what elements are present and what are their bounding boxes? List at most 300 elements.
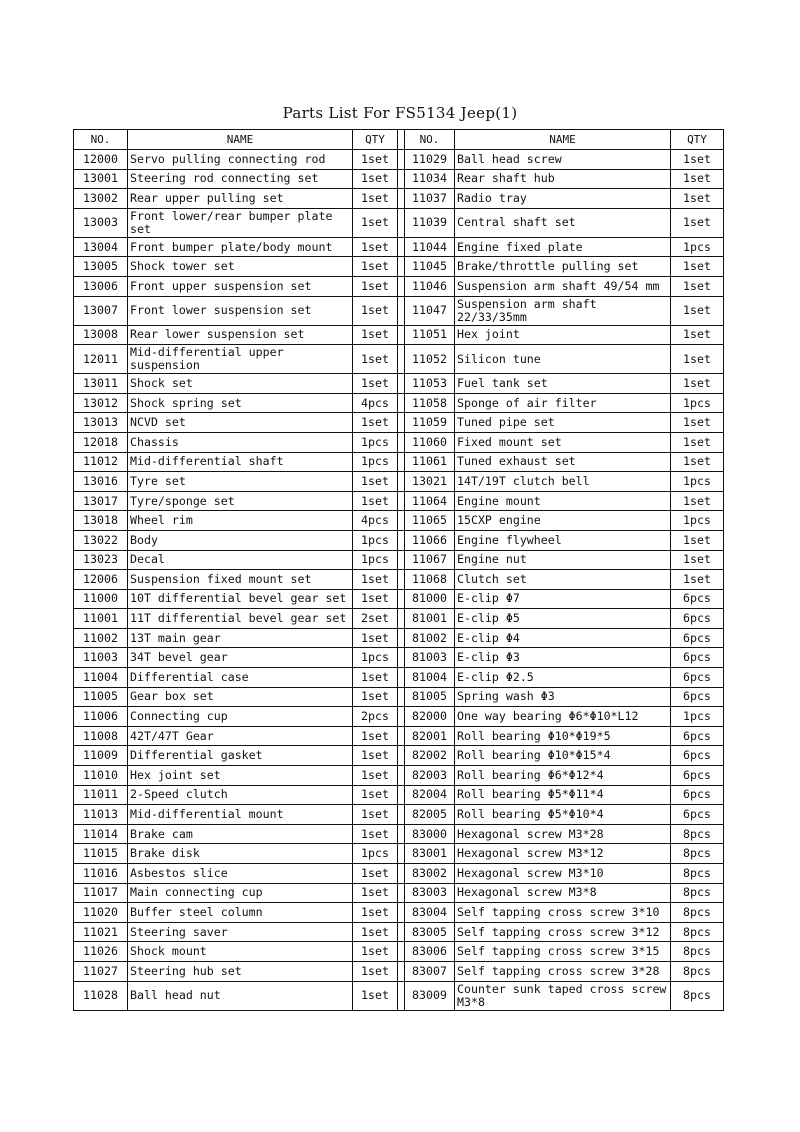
table-row (74, 746, 724, 766)
table-row (74, 452, 724, 472)
part-name-left: 10T differential bevel gear set (128, 589, 353, 609)
part-name-left: Brake cam (128, 824, 353, 844)
part-name-right: Self tapping cross screw 3*28 (455, 961, 671, 981)
part-name-left: Shock tower set (128, 257, 353, 277)
part-qty-right: 8pcs (671, 883, 724, 903)
column-gap (398, 491, 405, 511)
part-number-right: 83004 (405, 903, 455, 923)
part-qty-left: 1set (353, 472, 398, 492)
column-gap (398, 550, 405, 570)
part-number-right: 82000 (405, 707, 455, 727)
part-name-right: Engine nut (455, 550, 671, 570)
column-gap (398, 169, 405, 189)
part-name-left: Front upper suspension set (128, 276, 353, 296)
part-qty-left: 1set (353, 766, 398, 786)
part-name-right: Roll bearing Φ5*Φ10*4 (455, 805, 671, 825)
table-row (74, 726, 724, 746)
part-qty-right: 1set (671, 345, 724, 374)
part-name-right: Engine fixed plate (455, 237, 671, 257)
part-number-right: 82001 (405, 726, 455, 746)
part-name-left: Asbestos slice (128, 864, 353, 884)
part-number-left: 11021 (74, 922, 128, 942)
part-number-left: 11004 (74, 668, 128, 688)
column-gap (398, 648, 405, 668)
table-row (74, 961, 724, 981)
column-gap (398, 766, 405, 786)
part-qty-right: 6pcs (671, 668, 724, 688)
table-row (74, 550, 724, 570)
part-name-right: Self tapping cross screw 3*10 (455, 903, 671, 923)
part-qty-left: 1pcs (353, 530, 398, 550)
part-name-right: Roll bearing Φ6*Φ12*4 (455, 766, 671, 786)
column-gap (398, 296, 405, 325)
part-qty-left: 1set (353, 628, 398, 648)
table-row (74, 785, 724, 805)
part-number-left: 13012 (74, 393, 128, 413)
part-name-left: Suspension fixed mount set (128, 570, 353, 590)
part-number-left: 11011 (74, 785, 128, 805)
part-qty-right: 1set (671, 452, 724, 472)
part-number-right: 11061 (405, 452, 455, 472)
part-number-right: 83009 (405, 981, 455, 1010)
part-name-left: Steering rod connecting set (128, 169, 353, 189)
part-qty-left: 1pcs (353, 844, 398, 864)
table-row (74, 169, 724, 189)
part-name-right: Brake/throttle pulling set (455, 257, 671, 277)
part-name-right: E-clip Φ3 (455, 648, 671, 668)
table-row (74, 257, 724, 277)
column-gap (398, 150, 405, 170)
column-gap (398, 961, 405, 981)
part-qty-right: 1set (671, 530, 724, 550)
part-qty-left: 1set (353, 922, 398, 942)
part-qty-left: 1set (353, 726, 398, 746)
part-qty-right: 6pcs (671, 805, 724, 825)
header-name-left: NAME (128, 130, 353, 150)
table-row (74, 864, 724, 884)
column-gap (398, 726, 405, 746)
table-row (74, 345, 724, 374)
part-number-right: 11044 (405, 237, 455, 257)
part-number-left: 11016 (74, 864, 128, 884)
column-gap (398, 189, 405, 209)
part-name-left: Mid-differential upper suspension (128, 345, 353, 374)
part-qty-left: 1set (353, 589, 398, 609)
part-name-right: Fuel tank set (455, 374, 671, 394)
part-qty-right: 1pcs (671, 237, 724, 257)
part-qty-left: 1set (353, 276, 398, 296)
column-gap (398, 824, 405, 844)
part-qty-right: 1pcs (671, 472, 724, 492)
part-name-left: Connecting cup (128, 707, 353, 727)
table-row (74, 511, 724, 531)
part-name-right: Clutch set (455, 570, 671, 590)
part-name-right: Roll bearing Φ5*Φ11*4 (455, 785, 671, 805)
part-qty-left: 1set (353, 237, 398, 257)
column-gap (398, 609, 405, 629)
column-gap (398, 413, 405, 433)
part-number-left: 13008 (74, 325, 128, 345)
table-row (74, 413, 724, 433)
part-qty-left: 2pcs (353, 707, 398, 727)
part-name-left: Chassis (128, 432, 353, 452)
part-number-right: 11059 (405, 413, 455, 433)
table-row (74, 325, 724, 345)
part-number-left: 11014 (74, 824, 128, 844)
part-number-left: 11017 (74, 883, 128, 903)
table-row (74, 942, 724, 962)
part-number-right: 11064 (405, 491, 455, 511)
part-name-left: Buffer steel column (128, 903, 353, 923)
part-qty-left: 4pcs (353, 393, 398, 413)
part-qty-left: 1set (353, 805, 398, 825)
part-number-right: 11045 (405, 257, 455, 277)
table-row (74, 393, 724, 413)
part-qty-left: 1pcs (353, 432, 398, 452)
part-qty-right: 8pcs (671, 864, 724, 884)
part-number-right: 11034 (405, 169, 455, 189)
column-gap (398, 393, 405, 413)
part-name-left: Front bumper plate/body mount (128, 237, 353, 257)
part-number-left: 11001 (74, 609, 128, 629)
table-row (74, 824, 724, 844)
table-row (74, 922, 724, 942)
column-gap (398, 130, 405, 150)
part-number-right: 83002 (405, 864, 455, 884)
part-name-left: Wheel rim (128, 511, 353, 531)
part-qty-left: 1set (353, 785, 398, 805)
part-name-left: Front lower/rear bumper plate set (128, 208, 353, 237)
part-name-left: Brake disk (128, 844, 353, 864)
part-number-right: 11046 (405, 276, 455, 296)
part-qty-right: 8pcs (671, 981, 724, 1010)
part-name-right: Fixed mount set (455, 432, 671, 452)
column-gap (398, 883, 405, 903)
column-gap (398, 276, 405, 296)
part-number-right: 11053 (405, 374, 455, 394)
part-name-left: Ball head nut (128, 981, 353, 1010)
part-number-left: 13006 (74, 276, 128, 296)
table-row (74, 766, 724, 786)
part-number-right: 81001 (405, 609, 455, 629)
table-row (74, 589, 724, 609)
table-row (74, 883, 724, 903)
part-number-left: 11006 (74, 707, 128, 727)
part-qty-right: 1set (671, 413, 724, 433)
part-qty-left: 1set (353, 325, 398, 345)
part-name-right: Ball head screw (455, 150, 671, 170)
part-number-right: 83000 (405, 824, 455, 844)
part-number-left: 11009 (74, 746, 128, 766)
part-number-left: 11028 (74, 981, 128, 1010)
part-number-right: 11052 (405, 345, 455, 374)
part-name-left: Steering hub set (128, 961, 353, 981)
part-name-right: Tuned exhaust set (455, 452, 671, 472)
part-qty-left: 1set (353, 413, 398, 433)
part-number-left: 11012 (74, 452, 128, 472)
part-name-left: 13T main gear (128, 628, 353, 648)
part-qty-right: 1set (671, 169, 724, 189)
part-number-left: 13013 (74, 413, 128, 433)
table-row (74, 296, 724, 325)
table-row (74, 276, 724, 296)
part-name-right: Hexagonal screw M3*28 (455, 824, 671, 844)
part-number-right: 11065 (405, 511, 455, 531)
column-gap (398, 687, 405, 707)
table-row (74, 844, 724, 864)
part-name-left: Body (128, 530, 353, 550)
column-gap (398, 668, 405, 688)
header-qty-left: QTY (353, 130, 398, 150)
part-name-left: Differential gasket (128, 746, 353, 766)
part-name-right: E-clip Φ4 (455, 628, 671, 648)
column-gap (398, 374, 405, 394)
part-name-right: Hex joint (455, 325, 671, 345)
part-qty-left: 1set (353, 257, 398, 277)
part-qty-right: 6pcs (671, 746, 724, 766)
part-qty-left: 1set (353, 570, 398, 590)
part-name-right: Silicon tune (455, 345, 671, 374)
part-name-right: Hexagonal screw M3*8 (455, 883, 671, 903)
part-number-left: 11002 (74, 628, 128, 648)
part-qty-right: 1set (671, 208, 724, 237)
header-name-right: NAME (455, 130, 671, 150)
part-name-left: Differential case (128, 668, 353, 688)
column-gap (398, 472, 405, 492)
part-number-left: 11005 (74, 687, 128, 707)
part-qty-left: 1set (353, 687, 398, 707)
part-number-right: 81003 (405, 648, 455, 668)
part-number-right: 11037 (405, 189, 455, 209)
table-row (74, 805, 724, 825)
column-gap (398, 570, 405, 590)
part-name-right: One way bearing Φ6*Φ10*L12 (455, 707, 671, 727)
column-gap (398, 208, 405, 237)
part-qty-right: 1set (671, 432, 724, 452)
part-number-right: 81002 (405, 628, 455, 648)
part-number-right: 82005 (405, 805, 455, 825)
part-name-right: E-clip Φ2.5 (455, 668, 671, 688)
table-row (74, 208, 724, 237)
part-name-left: Hex joint set (128, 766, 353, 786)
part-name-right: Roll bearing Φ10*Φ15*4 (455, 746, 671, 766)
part-name-right: Self tapping cross screw 3*12 (455, 922, 671, 942)
part-name-left: 2-Speed clutch (128, 785, 353, 805)
part-number-left: 11027 (74, 961, 128, 981)
table-row (74, 707, 724, 727)
part-name-right: 15CXP engine (455, 511, 671, 531)
part-qty-right: 8pcs (671, 942, 724, 962)
part-qty-right: 8pcs (671, 961, 724, 981)
part-number-left: 13004 (74, 237, 128, 257)
part-name-left: Front lower suspension set (128, 296, 353, 325)
part-qty-right: 6pcs (671, 648, 724, 668)
column-gap (398, 628, 405, 648)
part-number-left: 12018 (74, 432, 128, 452)
part-qty-right: 6pcs (671, 785, 724, 805)
part-number-left: 12011 (74, 345, 128, 374)
table-row (74, 628, 724, 648)
header-no-left: NO. (74, 130, 128, 150)
part-number-right: 81000 (405, 589, 455, 609)
part-number-left: 13002 (74, 189, 128, 209)
part-name-right: Engine flywheel (455, 530, 671, 550)
part-name-right: Tuned pipe set (455, 413, 671, 433)
part-name-right: Central shaft set (455, 208, 671, 237)
part-qty-right: 6pcs (671, 726, 724, 746)
part-qty-left: 1set (353, 981, 398, 1010)
part-name-right: Suspension arm shaft 49/54 mm (455, 276, 671, 296)
part-qty-left: 1pcs (353, 648, 398, 668)
part-number-left: 13017 (74, 491, 128, 511)
part-number-left: 11026 (74, 942, 128, 962)
table-row (74, 237, 724, 257)
part-number-right: 83007 (405, 961, 455, 981)
part-number-left: 11015 (74, 844, 128, 864)
part-name-left: Rear lower suspension set (128, 325, 353, 345)
part-qty-left: 1set (353, 169, 398, 189)
part-number-right: 81005 (405, 687, 455, 707)
part-name-right: Suspension arm shaft 22/33/35mm (455, 296, 671, 325)
part-name-right: E-clip Φ5 (455, 609, 671, 629)
part-name-right: E-clip Φ7 (455, 589, 671, 609)
part-qty-right: 6pcs (671, 609, 724, 629)
part-qty-right: 6pcs (671, 687, 724, 707)
part-qty-right: 1pcs (671, 393, 724, 413)
table-row (74, 609, 724, 629)
header-row (74, 130, 724, 150)
parts-table (73, 129, 724, 1011)
part-number-left: 13001 (74, 169, 128, 189)
column-gap (398, 345, 405, 374)
part-qty-left: 4pcs (353, 511, 398, 531)
table-row (74, 472, 724, 492)
part-qty-left: 1set (353, 961, 398, 981)
part-qty-right: 1set (671, 257, 724, 277)
part-qty-left: 1set (353, 864, 398, 884)
part-number-left: 13016 (74, 472, 128, 492)
part-name-left: Decal (128, 550, 353, 570)
column-gap (398, 903, 405, 923)
column-gap (398, 864, 405, 884)
part-qty-right: 1set (671, 189, 724, 209)
table-row (74, 530, 724, 550)
part-qty-right: 8pcs (671, 903, 724, 923)
table-row (74, 648, 724, 668)
part-name-right: Hexagonal screw M3*10 (455, 864, 671, 884)
part-number-right: 83005 (405, 922, 455, 942)
header-qty-right: QTY (671, 130, 724, 150)
part-name-right: Counter sunk taped cross screw M3*8 (455, 981, 671, 1010)
part-qty-right: 1pcs (671, 707, 724, 727)
part-qty-right: 1set (671, 325, 724, 345)
column-gap (398, 746, 405, 766)
part-number-right: 83006 (405, 942, 455, 962)
part-number-right: 81004 (405, 668, 455, 688)
column-gap (398, 452, 405, 472)
part-number-right: 11060 (405, 432, 455, 452)
part-qty-left: 1set (353, 374, 398, 394)
column-gap (398, 257, 405, 277)
part-qty-left: 1pcs (353, 550, 398, 570)
part-number-right: 11029 (405, 150, 455, 170)
part-name-right: Sponge of air filter (455, 393, 671, 413)
part-qty-right: 8pcs (671, 844, 724, 864)
table-row (74, 687, 724, 707)
part-number-left: 11020 (74, 903, 128, 923)
part-qty-left: 1set (353, 345, 398, 374)
part-name-left: Servo pulling connecting rod (128, 150, 353, 170)
part-number-left: 13003 (74, 208, 128, 237)
column-gap (398, 981, 405, 1010)
part-number-right: 83003 (405, 883, 455, 903)
part-qty-right: 1set (671, 570, 724, 590)
part-name-right: Roll bearing Φ10*Φ19*5 (455, 726, 671, 746)
part-number-right: 11068 (405, 570, 455, 590)
part-number-left: 13011 (74, 374, 128, 394)
part-qty-right: 1set (671, 276, 724, 296)
column-gap (398, 432, 405, 452)
part-number-left: 13007 (74, 296, 128, 325)
column-gap (398, 707, 405, 727)
part-name-left: Tyre set (128, 472, 353, 492)
part-qty-right: 1set (671, 296, 724, 325)
part-number-right: 82003 (405, 766, 455, 786)
table-row (74, 374, 724, 394)
part-qty-left: 1set (353, 824, 398, 844)
column-gap (398, 785, 405, 805)
part-number-right: 11058 (405, 393, 455, 413)
column-gap (398, 805, 405, 825)
part-qty-left: 1set (353, 491, 398, 511)
part-name-right: Spring wash Φ3 (455, 687, 671, 707)
part-name-right: Engine mount (455, 491, 671, 511)
part-name-left: Mid-differential shaft (128, 452, 353, 472)
part-number-left: 11013 (74, 805, 128, 825)
part-name-left: NCVD set (128, 413, 353, 433)
part-name-right: Hexagonal screw M3*12 (455, 844, 671, 864)
part-qty-right: 6pcs (671, 766, 724, 786)
part-name-right: Self tapping cross screw 3*15 (455, 942, 671, 962)
part-number-left: 11000 (74, 589, 128, 609)
table-row (74, 491, 724, 511)
part-number-left: 13023 (74, 550, 128, 570)
part-number-right: 11039 (405, 208, 455, 237)
column-gap (398, 922, 405, 942)
part-qty-right: 1set (671, 374, 724, 394)
parts-table-body (74, 150, 724, 1011)
part-name-left: Shock mount (128, 942, 353, 962)
column-gap (398, 589, 405, 609)
header-no-right: NO. (405, 130, 455, 150)
table-row (74, 150, 724, 170)
part-name-left: 42T/47T Gear (128, 726, 353, 746)
table-row (74, 981, 724, 1010)
part-name-left: Gear box set (128, 687, 353, 707)
part-number-right: 13021 (405, 472, 455, 492)
part-name-left: Mid-differential mount (128, 805, 353, 825)
part-qty-left: 1set (353, 296, 398, 325)
part-name-left: 34T bevel gear (128, 648, 353, 668)
part-number-left: 13005 (74, 257, 128, 277)
column-gap (398, 325, 405, 345)
part-qty-right: 6pcs (671, 589, 724, 609)
part-number-left: 12000 (74, 150, 128, 170)
table-row (74, 570, 724, 590)
part-name-right: Radio tray (455, 189, 671, 209)
part-qty-left: 2set (353, 609, 398, 629)
part-qty-right: 6pcs (671, 628, 724, 648)
